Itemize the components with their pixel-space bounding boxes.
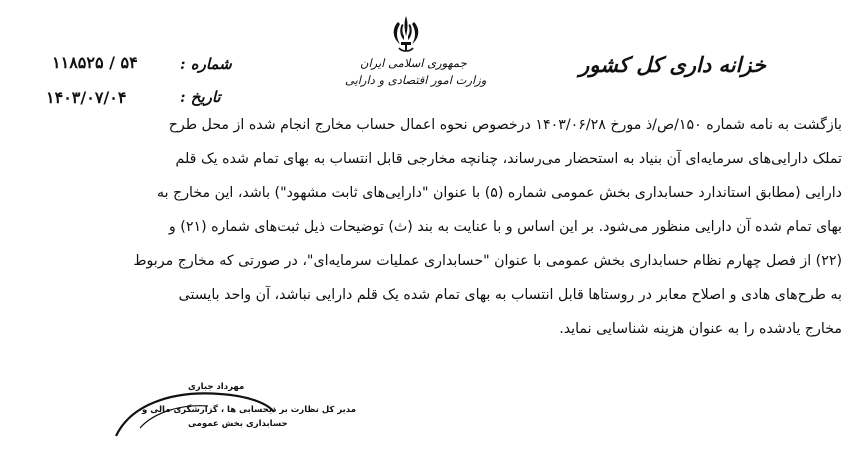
signatory-title-line1: مدیر کل نظارت بر ذیحسابی ها ، گزارشگری مالی و (142, 405, 356, 415)
body-line: تملک دارایی‌های سرمایه‌ای آن بنیاد به استحضار می‌رساند، چنانچه مخارجی قابل انتساب به بهای تمام شده یک قلم (175, 151, 842, 167)
body-line: (۲۲) از فصل چهارم نظام حسابداری بخش عمومی با عنوان "حسابداری عملیات سرمایه‌ای"، در صورتی که مخارج مربوط (133, 253, 842, 269)
body-line: دارایی (مطابق استاندارد حسابداری بخش عمومی شماره (۵) با عنوان "دارایی‌های ثابت مشهود") باشد، این مخارج به (156, 185, 842, 201)
ministry-name: وزارت امور اقتصادی و دارایی (345, 73, 487, 87)
signatory-title-line2: حسابداری بخش عمومی (188, 419, 288, 429)
body-line: مخارج یادشده را به عنوان هزینه شناسایی نماید. (559, 321, 842, 337)
government-name: جمهوری اسلامی ایران (360, 56, 467, 70)
body-line: به طرح‌های هادی و اصلاح معابر در روستاها قابل انتساب به بهای تمام شده یک قلم دارایی نباشد، آن واحد بایستی (178, 287, 842, 303)
letter-date-label: تاریخ : (180, 88, 221, 106)
iran-emblem-icon (388, 12, 424, 54)
body-line: بازگشت به نامه شماره ۱۵۰/ص/ذ مورخ ۱۴۰۳/۰۶/۲۸ درخصوص نحوه اعمال حساب مخارج انجام شده از محل طرح (168, 117, 842, 133)
letter-number-value: ۵۴ / ۱۱۸۵۲۵ (52, 53, 138, 72)
ministry-title: خزانه داری کل کشور (579, 52, 766, 77)
letter-date-value: ۱۴۰۳/۰۷/۰۴ (46, 88, 127, 107)
letter-body (0, 108, 842, 346)
letter-number-label: شماره : (180, 55, 232, 73)
body-line: بهای تمام شده آن دارایی منظور می‌شود. بر این اساس و با عنایت به بند (ث) توضیحات ذیل ثبت‌های شماره (۲۱) و (168, 219, 842, 235)
signatory-name: مهرداد جباری (188, 382, 245, 392)
